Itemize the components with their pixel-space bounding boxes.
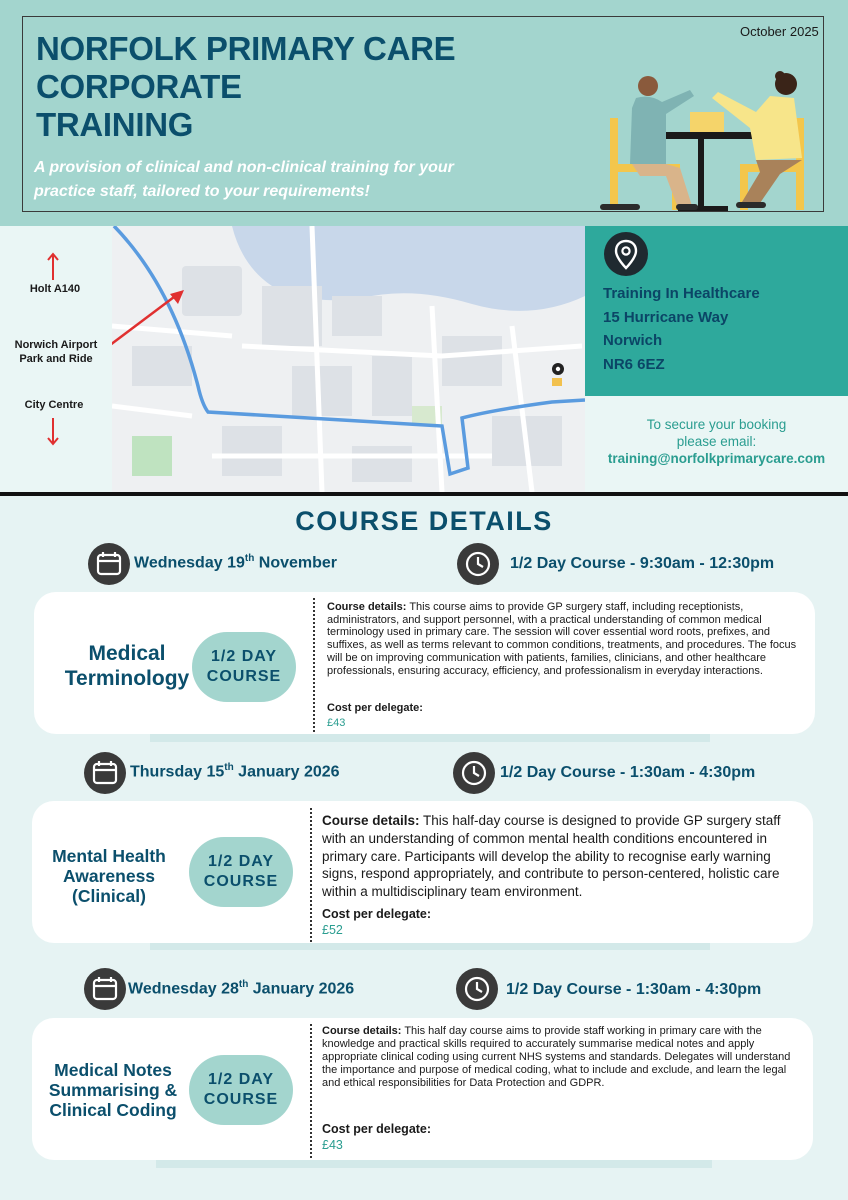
people-at-desk-illustration	[580, 68, 826, 214]
street-map-graphic	[112, 226, 585, 492]
booking-line-1: To secure your booking	[646, 417, 787, 432]
issue-date: October 2025	[740, 24, 819, 39]
clock-icon	[453, 752, 495, 794]
label-city-centre: City Centre	[24, 399, 84, 411]
subtitle: A provision of clinical and non-clinical training for your practice staff, tailored to your requirements!	[34, 159, 454, 200]
course-1-cost: £43	[327, 717, 346, 729]
title-line-2: CORPORATE	[36, 68, 242, 105]
label-airport-line2: Park and Ride	[19, 353, 93, 365]
page-title	[36, 30, 506, 144]
course-2-dotted-divider	[310, 808, 312, 942]
course-1-details: Course details: This course aims to provide GP surgery staff, including receptionists, administrators, and support personnel, with a practical understanding of common medical terminology used in primary care. The session will cover essential word roots, prefixes, and suffixes, as well as terms relevant to common conditions, treatments, and procedures. The focus will be on improving communication with patients, families, clinicians, and other healthcare professionals, ensuring accuracy, efficiency, and professionalism in everyday interactions.	[327, 601, 797, 677]
label-holt: Holt A140	[29, 283, 81, 295]
pill-line-2: COURSE	[203, 1091, 279, 1108]
arrow-down-icon	[46, 416, 60, 446]
booking-email-link[interactable]: training@norfolkprimarycare.com	[607, 451, 826, 466]
course-3-cost-label: Cost per delegate:	[322, 1122, 432, 1136]
course-2-cost-label: Cost per delegate:	[322, 907, 432, 921]
section-title: COURSE DETAILS	[295, 506, 553, 536]
pill-line-1: 1/2 DAY	[208, 853, 274, 870]
clock-icon	[457, 543, 499, 585]
course-2-time: 1/2 Day Course - 1:30am - 4:30pm	[500, 764, 756, 781]
course-2-details: Course details: This half-day course is designed to provide GP surgery staff with an understanding of common mental health conditions encountered in primary care. Participants will develop the ability to recognise early warning signs, respond appropriately, and contribute to person-centered, holistic care within a multidisciplinary team environment.	[322, 813, 781, 900]
course-1-dotted-divider	[313, 598, 315, 732]
course-2-name: Mental Health Awareness (Clinical)	[52, 846, 166, 906]
course-3-dotted-divider	[310, 1024, 312, 1158]
title-line-3: TRAINING	[36, 106, 194, 143]
label-airport-line1: Norwich Airport	[14, 339, 98, 351]
course-2-date: Thursday 15th January 2026	[130, 762, 340, 781]
course-1-calendar-badge	[88, 543, 130, 585]
pill-line-2: COURSE	[203, 873, 279, 890]
course-2-clock-badge	[453, 752, 495, 794]
clock-icon	[456, 968, 498, 1010]
map-pin-icon	[604, 232, 648, 276]
pill-line-1: 1/2 DAY	[211, 648, 277, 665]
course-2-calendar-badge	[84, 752, 126, 794]
map-direction-labels	[0, 226, 112, 492]
course-1-name: Medical Terminology	[64, 642, 190, 690]
course-3-name: Medical Notes Summarising & Clinical Coding	[48, 1060, 178, 1120]
address-pin-badge	[604, 232, 648, 276]
pill-line-2: COURSE	[206, 668, 282, 685]
course-1-duration-pill	[192, 632, 296, 702]
course-1-clock-badge	[457, 543, 499, 585]
training-address	[603, 282, 760, 376]
course-3-time: 1/2 Day Course - 1:30am - 4:30pm	[506, 981, 762, 998]
course-3-details: Course details: This half day course aims to provide staff working in primary care with the knowledge and practical skills required to accurately summarise medical notes and apply appropriate clinical coding using current NHS systems and standards. Delegates will understand the importance and purpose of medical coding, what to include and exclude, and learn the legal and ethical responsibilities for Data Protection and GDPR.	[322, 1025, 791, 1089]
course-1-date: Wednesday 19th November	[134, 553, 338, 572]
address-line-3: Norwich	[603, 332, 663, 349]
calendar-icon	[84, 968, 126, 1010]
course-1-time: 1/2 Day Course - 9:30am - 12:30pm	[510, 555, 775, 572]
booking-line-2: please email:	[676, 434, 757, 449]
pill-line-1: 1/2 DAY	[208, 1071, 274, 1088]
course-2-cost: £52	[322, 923, 343, 937]
course-2-duration-pill	[189, 837, 293, 907]
arrow-up-icon	[46, 252, 60, 282]
title-line-1: NORFOLK PRIMARY CARE	[36, 30, 456, 67]
calendar-icon	[88, 543, 130, 585]
address-line-4: NR6 6EZ	[603, 355, 665, 373]
course-3-calendar-badge	[84, 968, 126, 1010]
course-3-date: Wednesday 28th January 2026	[128, 979, 355, 998]
booking-info	[585, 416, 848, 467]
course-1-cost-label: Cost per delegate:	[327, 702, 423, 714]
course-3-duration-pill	[189, 1055, 293, 1125]
calendar-icon	[84, 752, 126, 794]
course-3-clock-badge	[456, 968, 498, 1010]
address-line-2: 15 Hurricane Way	[603, 308, 729, 326]
address-line-1: Training In Healthcare	[603, 285, 760, 302]
location-map[interactable]	[112, 226, 585, 492]
course-3-cost: £43	[322, 1138, 343, 1152]
